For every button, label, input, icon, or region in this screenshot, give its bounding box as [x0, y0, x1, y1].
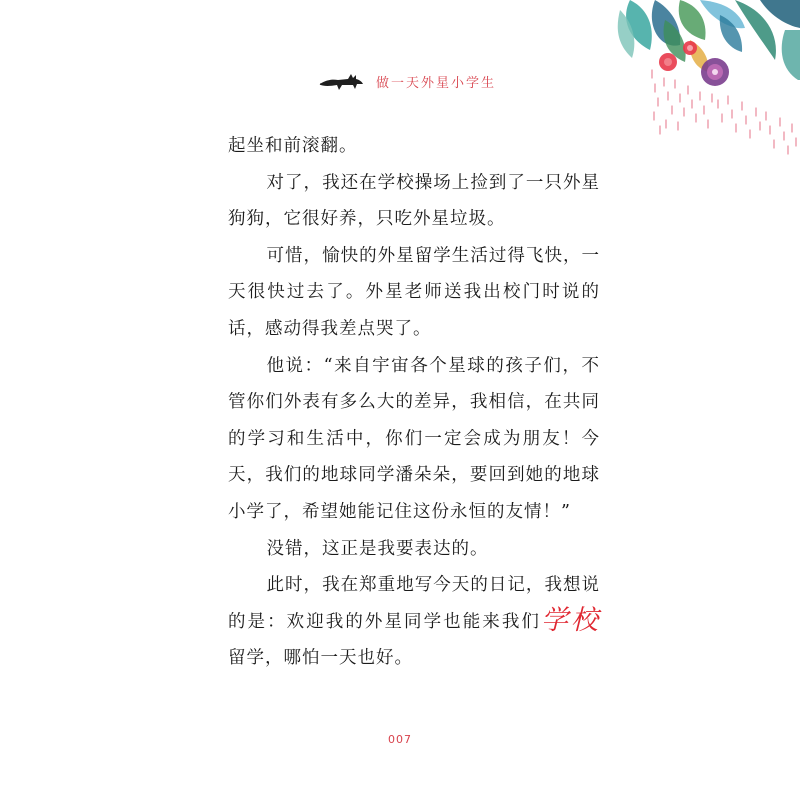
chapter-title: 做一天外星小学生: [376, 75, 497, 91]
paragraph: 对了，我还在学校操场上捡到了一只外星狗狗，它很好养，只吃外星垃圾。: [228, 172, 600, 230]
paragraph-text: 留学，哪怕一天也好。: [228, 648, 413, 669]
paragraph-text: 此时，我在郑重地写今天的日记，我想说的是：欢迎我的外星同学也能来我们: [228, 575, 600, 632]
paragraph: 他说：“来自宇宙各个星球的孩子们，不管你们外表有多么大的差异，我相信，在共同的学习和生活中，你们一定会成为朋友！今天，我们的地球同学潘朵朵，要回到她的地球小学了，希望她能记住这份永恒的友情！”: [228, 355, 600, 522]
paragraph: [228, 567, 600, 677]
story-text: [228, 128, 600, 677]
fox-icon: [318, 70, 364, 92]
paragraph: 可惜，愉快的外星留学生活过得飞快，一天很快过去了。外星老师送我出校门时说的话，感动得我差点哭了。: [228, 245, 600, 339]
page-number: 007: [388, 733, 412, 746]
running-header: [318, 68, 496, 94]
handwritten-word: 学校: [540, 604, 601, 636]
paragraph: 起坐和前滚翻。: [228, 136, 358, 156]
paragraph: 没错，这正是我要表达的。: [266, 538, 489, 559]
